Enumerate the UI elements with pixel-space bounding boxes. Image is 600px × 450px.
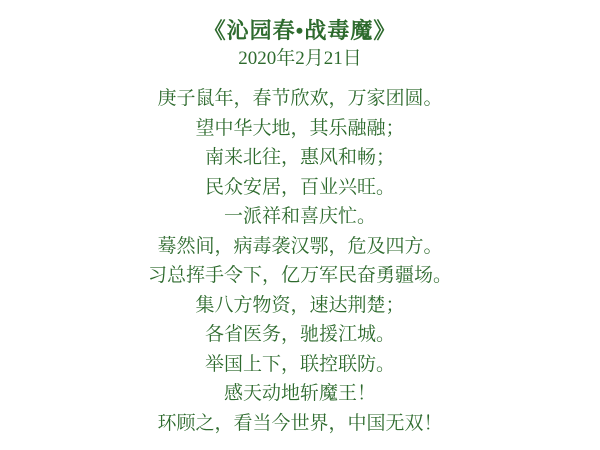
poem-line: 蓦然间，病毒袭汉鄂，危及四方。 xyxy=(157,235,443,257)
poem-line: 习总挥手令下，亿万军民奋勇疆场。 xyxy=(147,265,452,286)
poem-line: 感天动地斩魔王！ xyxy=(223,383,376,404)
poem-line: 南来北往，惠风和畅； xyxy=(204,147,395,168)
poem-line: 民众安居，百业兴旺。 xyxy=(204,176,395,198)
poem-title: 《沁园春•战毒魔》 xyxy=(203,18,397,43)
poem-date: 2020年2月21日 xyxy=(238,48,362,69)
poem-line: 庚子鼠年，春节欣欢，万家团圆。 xyxy=(157,88,443,109)
poem-line: 望中华大地，其乐融融； xyxy=(195,117,405,139)
poem-line: 环顾之，看当今世界，中国无双！ xyxy=(157,412,443,434)
poem-line: 一派祥和喜庆忙。 xyxy=(223,206,376,227)
poem-line: 各省医务，驰援江城。 xyxy=(204,324,395,345)
poem-line: 集八方物资，速达荆楚； xyxy=(195,294,405,316)
poem-line: 举国上下，联控联防。 xyxy=(204,353,395,375)
poem-body xyxy=(0,84,600,438)
